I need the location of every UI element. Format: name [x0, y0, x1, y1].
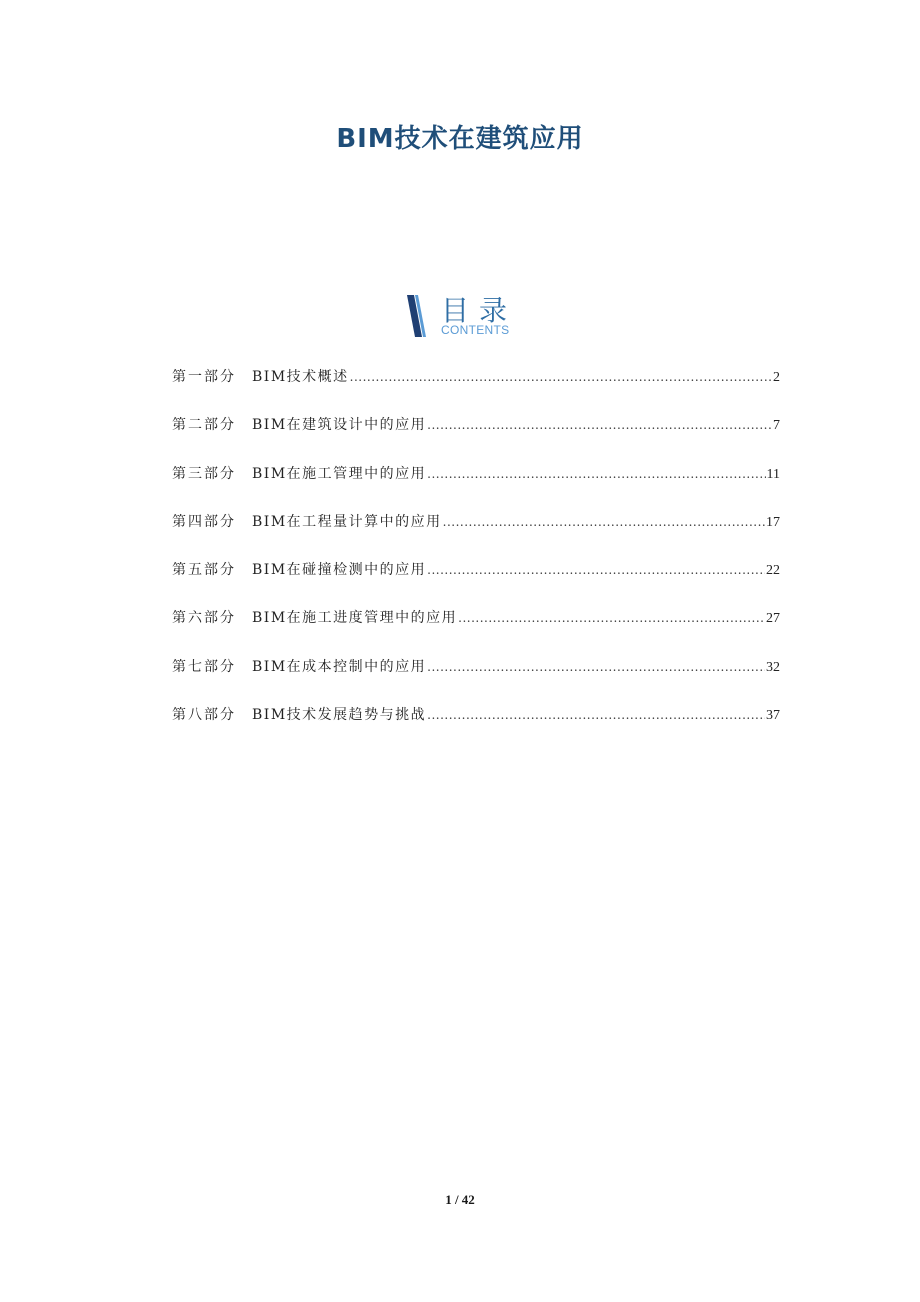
- toc-entry-page: 2: [773, 370, 780, 385]
- toc-entry-leader: [427, 708, 765, 722]
- toc-entry-page: 27: [766, 611, 780, 627]
- toc-entry-page: 7: [773, 418, 780, 434]
- toc-entry-part: 第二部分: [172, 417, 236, 434]
- toc-entry-page: 32: [766, 659, 780, 675]
- toc-entry[interactable]: [172, 559, 780, 607]
- toc-entry-title: BIM在成本控制中的应用: [252, 658, 427, 675]
- toc-list: [172, 366, 780, 752]
- page-indicator: 1 / 42: [445, 1192, 475, 1207]
- toc-heading-subtitle: CONTENTS: [441, 323, 510, 337]
- toc-entry-page: 37: [766, 708, 780, 724]
- toc-entry-title: BIM在建筑设计中的应用: [252, 417, 427, 434]
- toc-entry-part: 第七部分: [172, 658, 236, 675]
- toc-entry-part: 第五部分: [172, 562, 236, 579]
- toc-entry-leader: [427, 660, 765, 674]
- toc-entry[interactable]: [172, 414, 780, 462]
- toc-entry[interactable]: [172, 607, 780, 655]
- toc-entry-part: 第八部分: [172, 707, 236, 724]
- toc-entry-leader: [427, 418, 772, 432]
- toc-entry-title: BIM在施工管理中的应用: [252, 465, 427, 482]
- toc-entry-page: 17: [766, 514, 780, 530]
- document-title: BIM技术在建筑应用: [336, 124, 584, 154]
- toc-heading-title: 目录: [441, 294, 518, 327]
- toc-entry-title: BIM在施工进度管理中的应用: [252, 610, 458, 627]
- toc-entry[interactable]: [172, 704, 780, 752]
- toc-entry-page: 22: [766, 563, 780, 579]
- toc-entry-part: 第三部分: [172, 465, 236, 482]
- toc-entry[interactable]: [172, 656, 780, 704]
- toc-heading: [405, 293, 535, 341]
- toc-entry[interactable]: [172, 463, 780, 511]
- toc-entry-title: BIM在碰撞检测中的应用: [252, 562, 427, 579]
- toc-stripes-icon: [405, 295, 427, 339]
- toc-entry-leader: [443, 515, 765, 529]
- toc-entry-part: 第四部分: [172, 513, 236, 530]
- toc-entry-title: BIM技术发展趋势与挑战: [252, 707, 427, 724]
- toc-entry-leader: [350, 370, 772, 384]
- toc-entry[interactable]: [172, 511, 780, 559]
- toc-entry-title: BIM技术概述: [252, 369, 349, 385]
- toc-entry-part: 第一部分: [172, 369, 236, 385]
- toc-entry[interactable]: [172, 366, 780, 414]
- toc-entry-part: 第六部分: [172, 610, 236, 627]
- toc-entry-leader: [427, 563, 765, 577]
- toc-entry-title: BIM在工程量计算中的应用: [252, 513, 442, 530]
- toc-entry-page: 11: [766, 466, 780, 482]
- toc-entry-leader: [427, 467, 765, 481]
- toc-entry-leader: [458, 611, 765, 625]
